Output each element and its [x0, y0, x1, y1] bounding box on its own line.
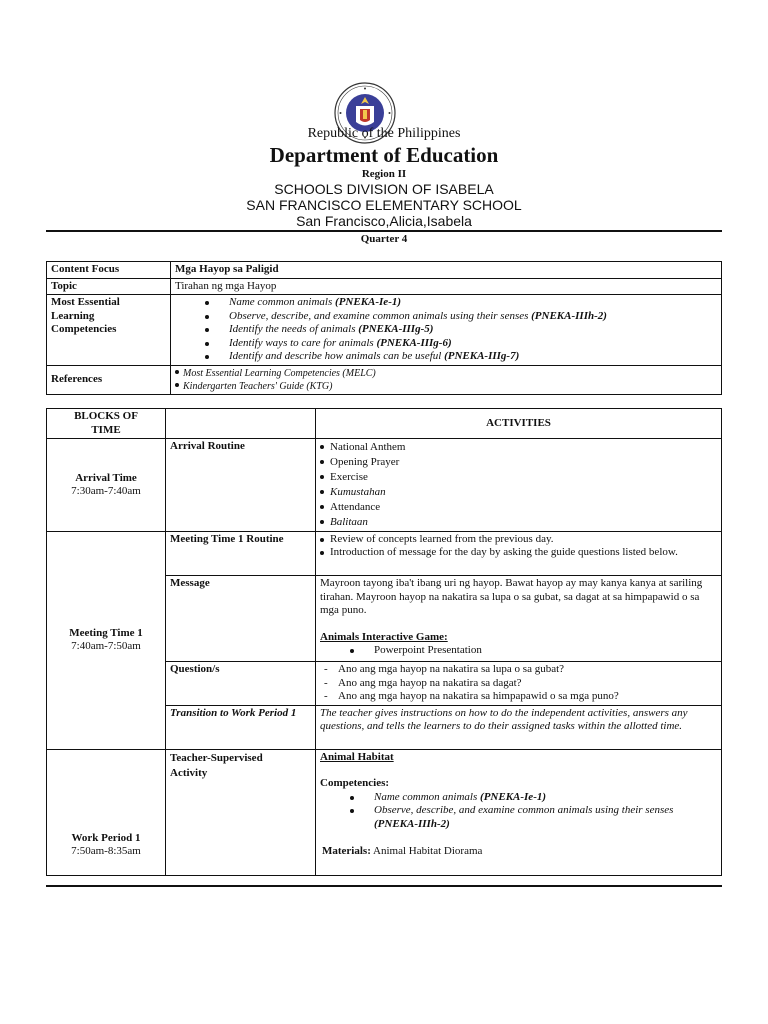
bullet-icon — [320, 538, 324, 542]
header-divider — [46, 230, 722, 232]
meeting-routine-label: Meeting Time 1 Routine — [166, 532, 316, 576]
list-item: Exercise — [320, 470, 717, 485]
questions-list — [320, 663, 717, 704]
list-item: Kumustahan — [320, 485, 717, 500]
school-address: San Francisco,Alicia,Isabela — [296, 213, 472, 229]
work-activity-cell — [316, 749, 722, 875]
bullet-icon — [205, 355, 209, 359]
melc-label — [47, 295, 171, 366]
block-name: Arrival Time — [75, 471, 137, 484]
melc-row — [47, 295, 722, 366]
list-item: Observe, describe, and examine common animals using their senses (PNEKA-IIIh-2) — [320, 804, 717, 831]
division-text: SCHOOLS DIVISION OF ISABELA — [274, 181, 494, 197]
school-name: SAN FRANCISCO ELEMENTARY SCHOOL — [246, 197, 522, 213]
list-item: Attendance — [320, 500, 717, 515]
list-item: - Ano ang mga hayop na nakatira sa himpapawid o sa mga puno? — [324, 690, 619, 702]
bullet-icon — [320, 551, 324, 555]
list-item: Review of concepts learned from the previous day. — [320, 533, 717, 546]
questions-label: Question/s — [166, 662, 316, 706]
list-item: Kindergarten Teachers' Guide (KTG) — [175, 380, 717, 393]
melc-label-line: Competencies — [51, 323, 117, 335]
content-focus-row — [47, 262, 722, 279]
topic-row — [47, 278, 722, 295]
competencies-label: Competencies: — [320, 777, 390, 789]
bullet-icon — [320, 460, 324, 464]
references-cell — [171, 365, 722, 394]
bullet-icon — [320, 490, 324, 494]
meeting-time-cell — [47, 532, 166, 750]
block-time: 7:30am-7:40am — [71, 485, 141, 497]
list-item: Powerpoint Presentation — [320, 644, 717, 658]
game-title: Animals Interactive Game: — [320, 630, 448, 643]
activities-header: ACTIVITIES — [316, 409, 722, 439]
dash-icon: - — [324, 663, 328, 675]
arrival-routine-label: Arrival Routine — [166, 439, 316, 532]
bullet-icon — [350, 809, 354, 813]
bullet-icon — [350, 796, 354, 800]
list-item: Name common animals (PNEKA-Ie-1) — [320, 791, 717, 805]
table-row — [47, 439, 722, 532]
department-title: Department of Education — [269, 143, 499, 167]
bullet-icon — [175, 370, 179, 374]
bullet-icon — [320, 445, 324, 449]
arrival-time-cell — [47, 439, 166, 532]
table-row — [47, 532, 722, 576]
questions-cell — [316, 662, 722, 706]
list-item: Introduction of message for the day by asking the guide questions listed below. — [320, 546, 717, 559]
block-time: 7:50am-8:35am — [71, 845, 141, 857]
work-competencies-list — [320, 791, 717, 832]
arrival-list — [320, 440, 717, 530]
melc-list-cell — [171, 295, 722, 366]
references-label: References — [47, 365, 171, 394]
lesson-info-table — [46, 261, 722, 395]
list-item: Identify ways to care for animals (PNEKA-IIIg-6) — [175, 337, 717, 351]
message-cell — [316, 576, 722, 662]
list-item: - Ano ang mga hayop na nakatira sa dagat? — [324, 676, 522, 689]
bullet-icon — [175, 383, 179, 387]
bullet-icon — [205, 315, 209, 319]
list-item: Most Essential Learning Competencies (MELC) — [175, 367, 717, 380]
transition-label: Transition to Work Period 1 — [166, 705, 316, 749]
meeting-routine-list — [320, 533, 717, 559]
arrival-routine-cell — [316, 439, 722, 532]
list-item: Opening Prayer — [320, 455, 717, 470]
quarter-label: Quarter 4 — [360, 233, 408, 245]
list-item: Identify and describe how animals can be useful (PNEKA-IIIg-7) — [175, 350, 717, 364]
empty-header-cell — [166, 409, 316, 439]
list-item: Balitaan — [320, 515, 717, 530]
blocks-of-time-header: BLOCKS OF TIME — [47, 409, 166, 439]
schedule-header-row — [47, 409, 722, 439]
block-name: Work Period 1 — [71, 831, 141, 844]
meeting-routine-cell — [316, 532, 722, 576]
region-text: Region II — [361, 168, 407, 180]
materials-line: Materials: Animal Habitat Diorama — [322, 845, 483, 857]
topic-value: Tirahan ng mga Hayop — [171, 278, 722, 295]
republic-text: Republic of the Philippines — [307, 126, 461, 141]
list-item: Observe, describe, and examine common animals using their senses (PNEKA-IIIh-2) — [175, 310, 717, 324]
content-focus-value: Mga Hayop sa Paligid — [171, 262, 722, 279]
list-item: Identify the needs of animals (PNEKA-IIIg-5) — [175, 323, 717, 337]
transition-text: The teacher gives instructions on how to do the independent activities, answers any questions, and tells the learners to do their assigned tasks within the allotted time. — [316, 705, 722, 749]
list-item: National Anthem — [320, 440, 717, 455]
melc-label-line: Learning — [51, 309, 95, 322]
references-row — [47, 365, 722, 394]
bullet-icon — [205, 342, 209, 346]
teacher-supervised-label: Teacher-Supervised Activity — [166, 749, 316, 875]
references-list — [175, 367, 717, 393]
bullet-icon — [205, 301, 209, 305]
bullet-icon — [320, 475, 324, 479]
bullet-icon — [350, 649, 354, 653]
work-period-cell — [47, 749, 166, 875]
list-item: Name common animals (PNEKA-Ie-1) — [175, 296, 717, 310]
game-list — [320, 644, 717, 658]
message-text: Mayroon tayong iba't ibang uri ng hayop. Bawat hayop ay may kanya kanya at sariling tirahan. Mayroon hayop na nakatira sa lupa o sa gubat, sa dagat at sa himpapawid o sa mga puno. — [320, 577, 703, 616]
message-label: Message — [166, 576, 316, 662]
melc-list — [175, 296, 717, 364]
block-name: Meeting Time 1 — [69, 626, 143, 639]
block-time: 7:40am-7:50am — [71, 640, 141, 653]
bullet-icon — [205, 328, 209, 332]
table-row — [47, 749, 722, 875]
footer-divider — [46, 885, 722, 887]
schedule-table — [46, 408, 722, 876]
bullet-icon — [320, 520, 324, 524]
topic-label: Topic — [47, 278, 171, 295]
list-item: - Ano ang mga hayop na nakatira sa lupa o sa gubat? — [324, 663, 565, 675]
dash-icon: - — [324, 676, 328, 689]
dash-icon: - — [324, 690, 328, 702]
bullet-icon — [320, 505, 324, 509]
activity-title: Animal Habitat — [320, 750, 394, 763]
content-focus-label: Content Focus — [47, 262, 171, 279]
melc-label-line: Most Essential — [51, 296, 120, 308]
